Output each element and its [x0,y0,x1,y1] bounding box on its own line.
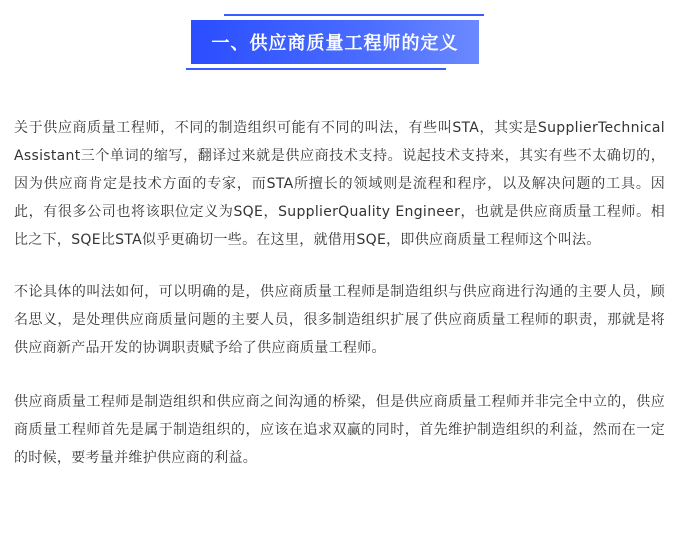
title-top-border [224,14,484,16]
paragraph-3: 供应商质量工程师是制造组织和供应商之间沟通的桥梁，但是供应商质量工程师并非完全中立的，供应商质量工程师首先是属于制造组织的，应该在追求双赢的同时，首先维护制造组织的利益，然而在一定的时候，要考量并维护供应商的利益。 [14,394,665,466]
section-title-banner [186,14,484,70]
paragraph-2: 不论具体的叫法如何，可以明确的是，供应商质量工程师是制造组织与供应商进行沟通的主要人员，顾名思义，是处理供应商质量问题的主要人员，很多制造组织扩展了供应商质量工程师的职责，那就是将供应商新产品开发的协调职责赋予给了供应商质量工程师。 [14,284,665,356]
article-body [14,114,665,496]
section-title: 一、供应商质量工程师的定义 [191,20,479,64]
title-bottom-border [186,68,446,70]
paragraph-1: 关于供应商质量工程师，不同的制造组织可能有不同的叫法，有些叫STA，其实是SupplierTechnical Assistant三个单词的缩写，翻译过来就是供应商技术支持。说起技术支持来，其实有些不太确切的，因为供应商肯定是技术方面的专家，而STA所擅长的领域则是流程和程序，以及解决问题的工具。因此，有很多公司也将该职位定义为SQE，SupplierQuality Engineer，也就是供应商质量工程师。相比之下，SQE比STA似乎更确切一些。在这里，就借用SQE，即供应商质量工程师这个叫法。 [14,120,665,248]
